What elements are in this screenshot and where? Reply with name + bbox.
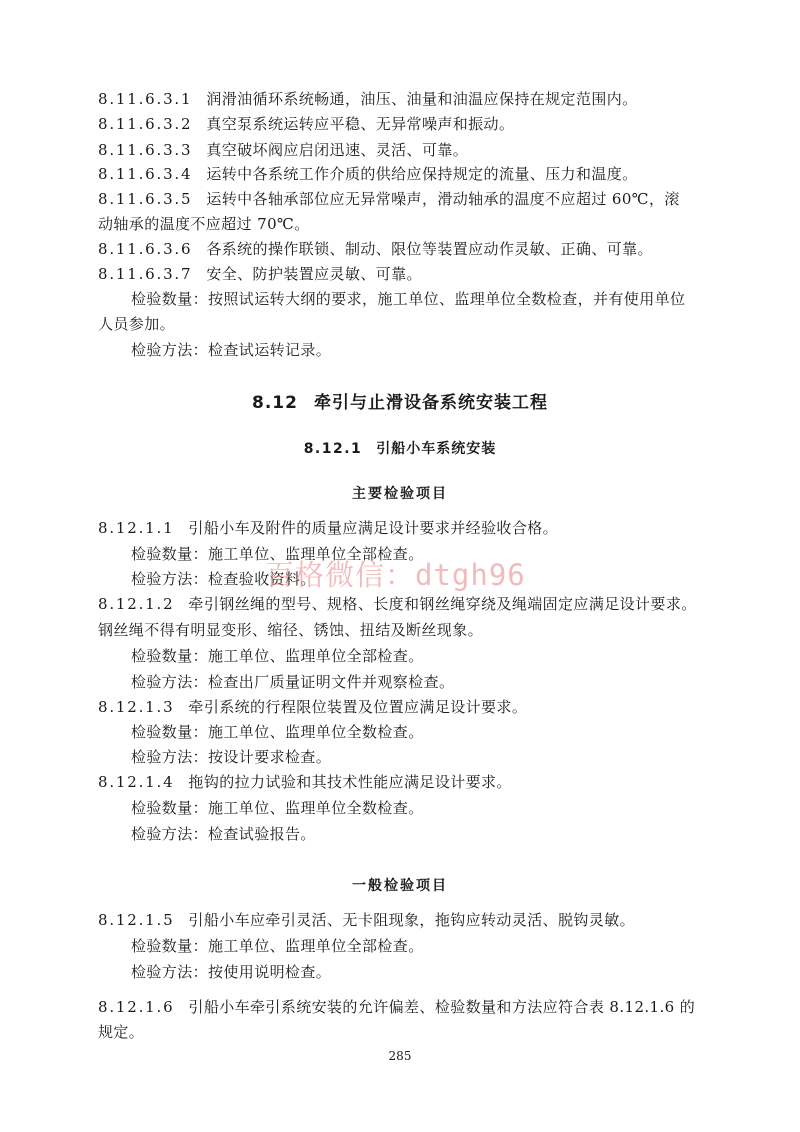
inspection-quantity: 检验数量：施工单位、监理单位全部检查。 (131, 937, 424, 955)
clause-continuation: 钢丝绳不得有明显变形、缩径、锈蚀、扭结及断丝现象。 (98, 621, 484, 639)
clause-text: 润滑油循环系统畅通，油压、油量和油温应保持在规定范围内。 (206, 90, 638, 108)
inspection-method: 检验方法：按设计要求检查。 (131, 748, 332, 766)
clause-text: 引船小车牵引系统安装的允许偏差、检验数量和方法应符合表 8.12.1.6 的 (188, 998, 696, 1016)
clause-text: 安全、防护装置应灵敏、可靠。 (206, 265, 422, 283)
subsection-heading (0, 438, 800, 458)
clause-number: 8.12.1.5 (98, 911, 175, 929)
clause-number: 8.12.1.4 (98, 773, 175, 791)
inspection-quantity: 检验数量：按照试运转大纲的要求，施工单位、监理单位全数检查，并有使用单位 (131, 290, 686, 308)
watermark: 百格微信：dtgh96 (265, 558, 526, 592)
clause-text: 各系统的操作联锁、制动、限位等装置应动作灵敏、正确、可靠。 (206, 240, 653, 258)
clause-8-12-1-3 (98, 697, 527, 717)
clause-number: 8.12.1.1 (98, 519, 175, 537)
inspection-quantity-continuation: 人员参加。 (98, 315, 176, 333)
clause-number: 8.11.6.3.3 (98, 141, 193, 159)
section-title: 牵引与止滑设备系统安装工程 (313, 393, 548, 413)
clause-8-11-6-3-7 (98, 264, 422, 284)
clause-text: 牵引钢丝绳的型号、规格、长度和钢丝绳穿绕及绳端固定应满足设计要求。 (188, 595, 697, 613)
clause-number: 8.11.6.3.1 (98, 90, 193, 108)
subsection-number: 8.12.1 (303, 441, 363, 457)
clause-8-11-6-3-1 (98, 89, 638, 109)
clause-number: 8.12.1.3 (98, 698, 175, 716)
inspection-method: 检验方法：检查验收资料。 (131, 570, 316, 588)
clause-8-11-6-3-4 (98, 164, 638, 184)
inspection-quantity: 检验数量：施工单位、监理单位全部检查。 (131, 545, 424, 563)
subsection-title: 引船小车系统安装 (376, 441, 497, 457)
inspection-method: 检验方法：检查出厂质量证明文件并观察检查。 (131, 673, 455, 691)
clause-8-11-6-3-3 (98, 140, 468, 160)
clause-8-11-6-3-2 (98, 114, 514, 134)
inspection-method: 检验方法：检查试运转记录。 (131, 341, 332, 359)
clause-8-12-1-2 (98, 594, 697, 614)
clause-text: 真空泵系统运转应平稳、无异常噪声和振动。 (206, 115, 515, 133)
section-number: 8.12 (252, 393, 298, 413)
main-items-heading: 主要检验项目 (352, 486, 448, 502)
clause-text: 引船小车应牵引灵活、无卡阻现象，拖钩应转动灵活、脱钩灵敏。 (188, 911, 636, 929)
clause-text: 拖钩的拉力试验和其技术性能应满足设计要求。 (188, 773, 512, 791)
clause-8-12-1-1 (98, 518, 558, 538)
clause-text: 运转中各系统工作介质的供给应保持规定的流量、压力和温度。 (206, 165, 638, 183)
inspection-quantity: 检验数量：施工单位、监理单位全数检查。 (131, 799, 424, 817)
clause-number: 8.11.6.3.6 (98, 240, 193, 258)
clause-continuation: 动轴承的温度不应超过 70℃。 (98, 215, 310, 233)
clause-8-11-6-3-5 (98, 189, 680, 209)
clause-8-12-1-5 (98, 910, 635, 930)
clause-8-12-1-6 (98, 997, 695, 1017)
clause-text: 运转中各轴承部位应无异常噪声，滑动轴承的温度不应超过 60℃，滚 (206, 190, 680, 208)
page-number: 285 (388, 1049, 412, 1063)
inspection-method: 检验方法：按使用说明检查。 (131, 963, 332, 981)
clause-text: 引船小车及附件的质量应满足设计要求并经验收合格。 (188, 519, 559, 537)
clause-text: 真空破坏阀应启闭迅速、灵活、可靠。 (206, 141, 469, 159)
clause-text: 牵引系统的行程限位装置及位置应满足设计要求。 (188, 698, 528, 716)
clause-8-11-6-3-6 (98, 239, 653, 259)
clause-number: 8.11.6.3.2 (98, 115, 193, 133)
clause-8-12-1-4 (98, 772, 512, 792)
clause-number: 8.12.1.2 (98, 595, 175, 613)
general-items-heading: 一般检验项目 (352, 878, 448, 894)
clause-continuation: 规定。 (98, 1023, 145, 1041)
section-heading (0, 388, 800, 413)
clause-number: 8.11.6.3.7 (98, 265, 193, 283)
clause-number: 8.11.6.3.4 (98, 165, 193, 183)
inspection-quantity: 检验数量：施工单位、监理单位全数检查。 (131, 723, 424, 741)
inspection-quantity: 检验数量：施工单位、监理单位全部检查。 (131, 647, 424, 665)
clause-number: 8.12.1.6 (98, 998, 175, 1016)
inspection-method: 检验方法：检查试验报告。 (131, 825, 316, 843)
clause-number: 8.11.6.3.5 (98, 190, 193, 208)
